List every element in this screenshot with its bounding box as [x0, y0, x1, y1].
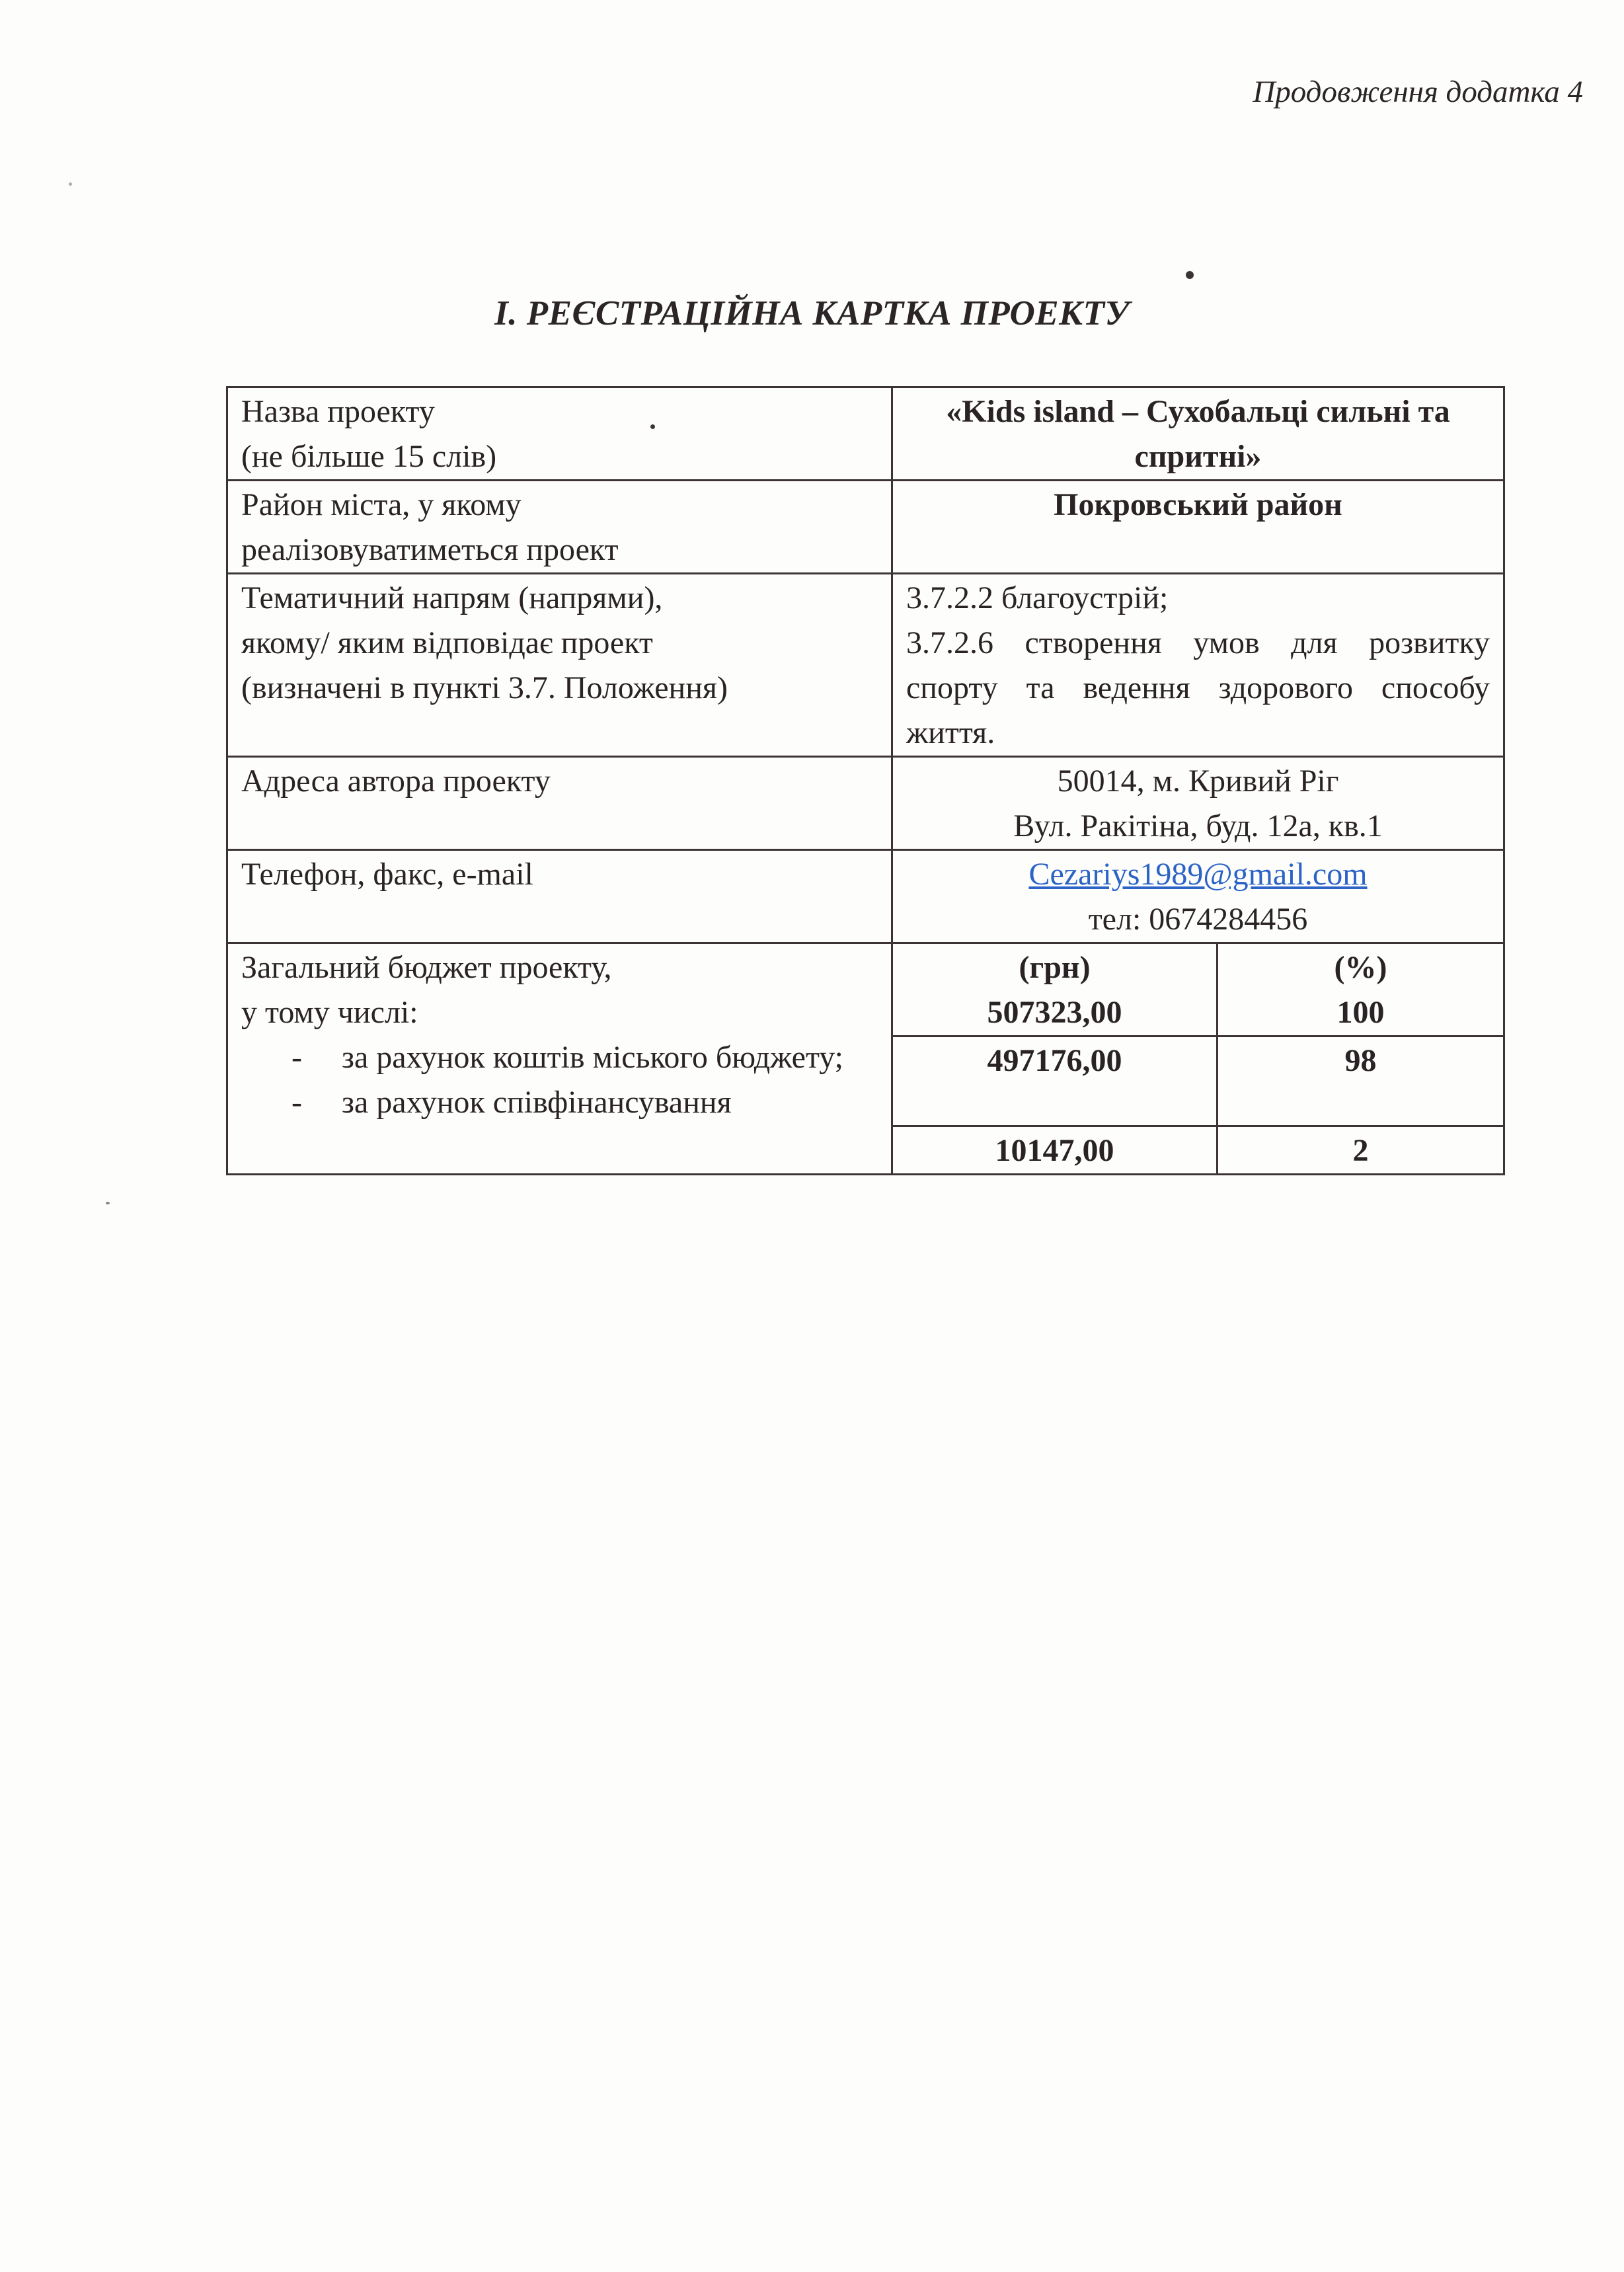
budget-label: Загальний бюджет проекту, — [241, 950, 612, 985]
cofinancing-label: за рахунок співфінансування — [342, 1085, 732, 1120]
table-row-contacts — [227, 850, 1504, 943]
district-value: Покровський район — [892, 481, 1504, 574]
table-row-project-name — [227, 387, 1504, 481]
budget-uah-cell — [892, 943, 1218, 1037]
project-name-value: «Kids island – Сухобальці сильні та спритні» — [892, 387, 1504, 481]
cofinancing-uah-value: 10147,00 — [892, 1126, 1218, 1175]
page-header-note: Продовження додатка 4 — [1253, 75, 1583, 109]
contacts-value-cell — [892, 850, 1504, 943]
list-item — [241, 1080, 878, 1125]
theme-label-cell — [227, 574, 892, 757]
district-label: Район міста, у якому — [241, 487, 522, 522]
theme-item-sport: 3.7.2.6 створення умов для розвитку спорту та ведення здорового способу життя. — [906, 625, 1490, 750]
district-label-cont: реалізовуватиметься проект — [241, 532, 619, 567]
scan-speck — [1186, 271, 1194, 279]
district-label-cell — [227, 481, 892, 574]
list-dash: - — [291, 1085, 302, 1120]
theme-label-note: (визначені в пункті 3.7. Положення) — [241, 670, 728, 705]
cofinancing-pct-value: 2 — [1218, 1126, 1504, 1175]
budget-pct-cell — [1218, 943, 1504, 1037]
table-row-theme — [227, 574, 1504, 757]
table-row-address — [227, 757, 1504, 850]
list-item — [241, 1035, 878, 1080]
contacts-label: Телефон, факс, e-mail — [227, 850, 892, 943]
budget-label-cell — [227, 943, 892, 1175]
phone-value: тел: 0674284456 — [1088, 902, 1308, 937]
total-pct-value: 100 — [1336, 995, 1385, 1030]
table-row-district — [227, 481, 1504, 574]
address-street: Вул. Ракітіна, буд. 12а, кв.1 — [1013, 808, 1383, 843]
address-value-cell — [892, 757, 1504, 850]
address-label: Адреса автора проекту — [227, 757, 892, 850]
scan-speck — [106, 1202, 110, 1204]
project-name-label-cell — [227, 387, 892, 481]
theme-value-cell — [892, 574, 1504, 757]
theme-item-landscaping: 3.7.2.2 благоустрій; — [906, 580, 1169, 615]
project-registration-table — [226, 386, 1505, 1175]
project-name-hint: (не більше 15 слів) — [241, 439, 497, 474]
email-link[interactable]: Cezariys1989@gmail.com — [1028, 857, 1368, 892]
city-pct-value: 98 — [1218, 1037, 1504, 1126]
column-header-pct: (%) — [1334, 950, 1387, 985]
theme-label: Тематичний напрям (напрями), — [241, 580, 663, 615]
city-uah-value: 497176,00 — [892, 1037, 1218, 1126]
scan-speck — [69, 182, 72, 186]
document-title: І. РЕЄСТРАЦІЙНА КАРТКА ПРОЕКТУ — [494, 294, 1130, 333]
budget-label-cont: у тому числі: — [241, 995, 418, 1030]
list-dash: - — [291, 1040, 302, 1075]
address-city: 50014, м. Кривий Ріг — [1057, 764, 1339, 799]
table-row-budget-total — [227, 943, 1504, 1037]
project-name-label: Назва проекту — [241, 394, 435, 429]
city-budget-label: за рахунок коштів міського бюджету; — [342, 1040, 843, 1075]
theme-label-cont: якому/ яким відповідає проект — [241, 625, 653, 660]
total-uah-value: 507323,00 — [987, 995, 1122, 1030]
column-header-uah: (грн) — [1019, 950, 1091, 985]
